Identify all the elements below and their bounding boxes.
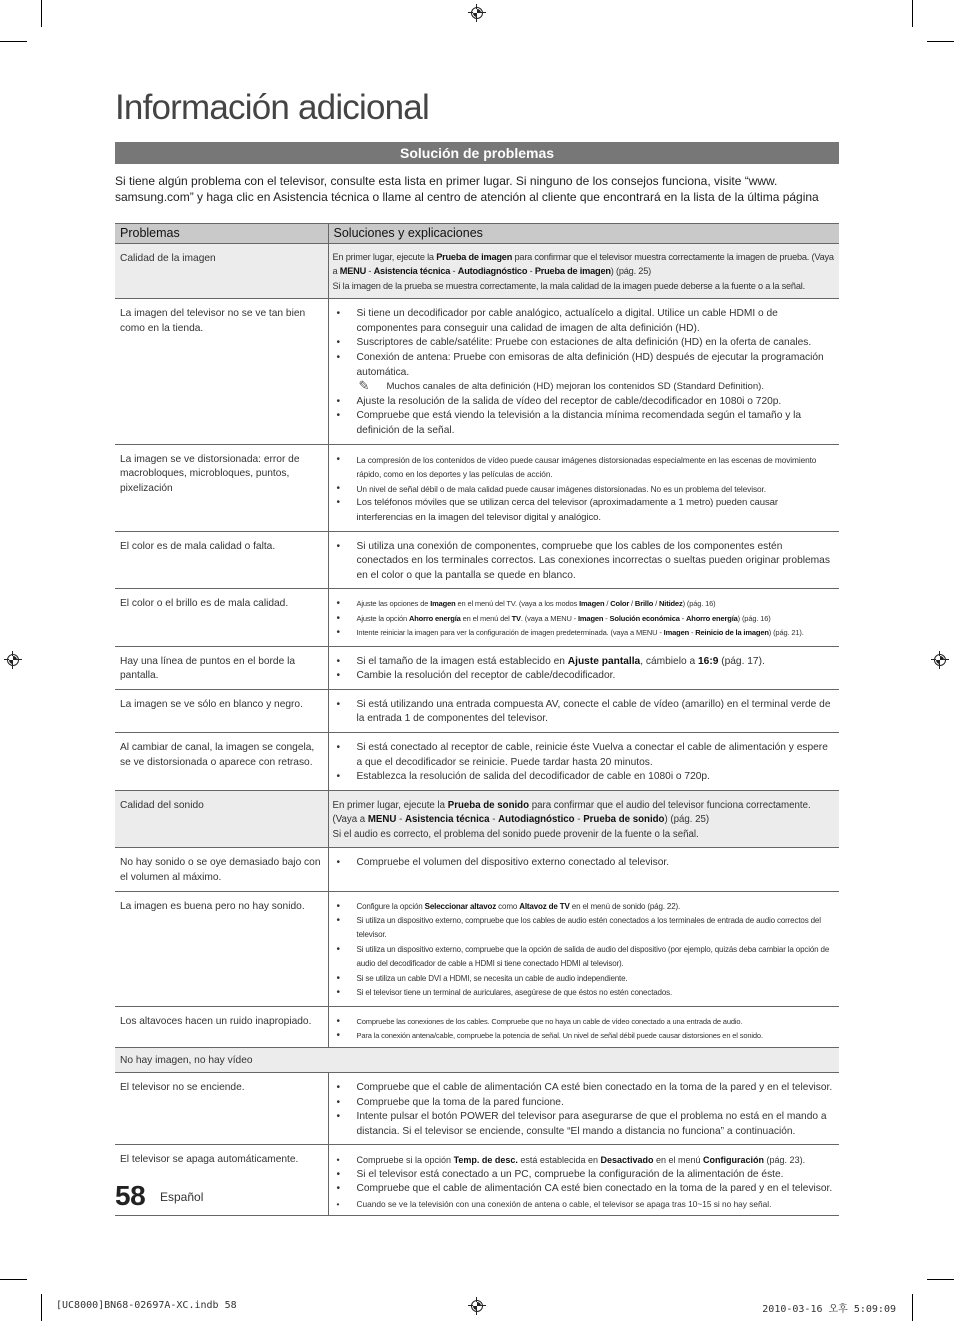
- problem-cell: Calidad del sonido: [115, 790, 328, 848]
- intro-paragraph: Si tiene algún problema con el televisor, consulte esta lista en primer lugar. Si ninguno de los consejos funciona, visite “www. samsung.com” y haga clic en Asistencia técnica o llame al centro de atención al cliente que encontrará en la lista de la última página: [115, 174, 819, 204]
- page-language: Español: [160, 1190, 204, 1204]
- solution-item: • Cuando se ve la televisión con una conexión de antena o cable, el televisor se apaga tras 10~15 si no hay señal.: [333, 1197, 835, 1212]
- problem-cell: El televisor no se enciende.: [115, 1072, 328, 1144]
- table-row: [115, 848, 839, 891]
- solution-cell: [328, 444, 839, 531]
- solution-item: • Ajuste las opciones de Imagen en el menú del TV. (vaya a los modos Imagen / Color / Brillo / Nitidez) (pág. 16): [333, 597, 835, 611]
- solution-item: • Si está utilizando una entrada compuesta AV, conecte el cable de vídeo (amarillo) en el terminal verde de la entrada 1 de componentes del televisor.: [333, 698, 835, 727]
- solution-item: • Si el tamaño de la imagen está establecido en Ajuste pantalla, cámbielo a 16:9 (pág. 17).: [333, 655, 835, 670]
- registration-mark-icon: [4, 651, 22, 669]
- table-row: [115, 732, 839, 790]
- registration-mark-icon: [468, 4, 486, 22]
- solution-cell: [328, 646, 839, 689]
- solution-item: • Un nivel de señal débil o de mala calidad puede causar imágenes distorsionadas. No es un problema del televisor.: [333, 482, 835, 497]
- solution-item: • Ajuste la resolución de la salida de vídeo del receptor de cable/decodificador en 1080i o 720p.: [333, 395, 835, 410]
- solution-list: [333, 655, 835, 684]
- solution-item: • Compruebe que está viendo la televisión a la distancia mínima recomendada según el tamaño y la definición de la señal.: [333, 409, 835, 438]
- solution-item: • Conexión de antena: Pruebe con emisoras de alta definición (HD) después de ejecutar la programación automática.: [333, 351, 835, 380]
- solution-item: • Para la conexión antena/cable, compruebe la potencia de señal. Un nivel de señal débil puede causar distorsiones en el sonido.: [333, 1029, 835, 1043]
- solution-item: • Si utiliza una conexión de componentes, compruebe que los cables de los componentes estén conectados en los terminales correctos. Las conexiones incorrectas o sueltas pueden originar problemas en el color o que la pantalla se quede en blanco.: [333, 540, 835, 584]
- solution-item: • Establezca la resolución de salida del decodificador de cable en 1080i o 720p.: [333, 770, 835, 785]
- solution-item: • Si utiliza un dispositivo externo, compruebe que la opción de salida de audio del dispositivo (por ejemplo, quizás deba cambiar la opción de audio del decodificador de cable a HDMI si tiene conectado HDMI al televisor).: [333, 943, 835, 972]
- crop-mark: [912, 1294, 913, 1321]
- table-row: [115, 1072, 839, 1144]
- problem-cell: La imagen se ve sólo en blanco y negro.: [115, 689, 328, 732]
- solution-item: • Si el televisor tiene un terminal de auriculares, asegúrese de que éstos no estén conectados.: [333, 986, 835, 1000]
- solution-cell: [328, 1072, 839, 1144]
- solution-item: • Si utiliza un dispositivo externo, compruebe que los cables de audio estén conectados a los terminales de entrada de audio correctos del televisor.: [333, 914, 835, 943]
- solution-item: • Si el televisor está conectado a un PC, compruebe la configuración de la alimentación de éste.: [333, 1168, 835, 1183]
- table-row: [115, 646, 839, 689]
- solution-cell: En primer lugar, ejecute la Prueba de imagen para confirmar que el televisor muestra correctamente la imagen de prueba. (Vaya a MENU - Asistencia técnica - Autodiagnóstico - Prueba de imagen) (pág. 25) Si la imagen de la prueba se muestra correctamente, la mala calidad de la imagen puede deberse a la fuente o a la señal.: [328, 244, 839, 299]
- solution-list: [333, 698, 835, 727]
- table-row: [115, 689, 839, 732]
- solution-item: • Si está conectado al receptor de cable, reinicie éste Vuelva a conectar el cable de alimentación y espere a que el decodificador se reinicie. Puede tardar hasta 20 minutos.: [333, 741, 835, 770]
- solution-cell: [328, 531, 839, 589]
- solution-item: • Intente pulsar el botón POWER del televisor para asegurarse de que el problema no está en el mando a distancia. Si el televisor se enciende, consulte “El mando a distancia no funciona” a continuación.: [333, 1110, 835, 1139]
- solution-item: • Los teléfonos móviles que se utilizan cerca del televisor (aproximadamente a 1 metro) pueden causar interferencias en la imagen del televisor digital y analógico.: [333, 496, 835, 525]
- solution-list: [333, 597, 835, 640]
- table-row: [115, 299, 839, 444]
- table-row: [115, 1145, 839, 1215]
- solution-cell: En primer lugar, ejecute la Prueba de sonido para confirmar que el audio del televisor funciona correctamente. (Vaya a MENU - Asistencia técnica - Autodiagnóstico - Prueba de sonido) (pág. 25) Si el audio es correcto, el problema del sonido puede provenir de la fuente o la señal.: [328, 790, 839, 848]
- table-row: [115, 531, 839, 589]
- table-row: [115, 790, 839, 848]
- solution-item: • La compresión de los contenidos de vídeo puede causar imágenes distorsionadas especialmente en las escenas de movimiento rápido, como en los deportes y las películas de acción.: [333, 453, 835, 482]
- solution-list: [333, 1015, 835, 1044]
- solution-item: • Ajuste la opción Ahorro energía en el menú del TV. (vaya a MENU - Imagen - Solución económica - Ahorro energía) (pág. 16): [333, 612, 835, 626]
- solution-item: • Suscriptores de cable/satélite: Pruebe con estaciones de alta definición (HD) en la oferta de canales.: [333, 336, 835, 351]
- solution-cell: [328, 1006, 839, 1048]
- table-row: [115, 444, 839, 531]
- registration-mark-icon: [468, 1297, 486, 1315]
- solution-item: • Compruebe que la toma de la pared funcione.: [333, 1096, 835, 1111]
- print-file-info: [UC8000]BN68-02697A-XC.indb 58: [56, 1300, 237, 1311]
- solution-list: [333, 741, 835, 785]
- problem-cell: La imagen se ve distorsionada: error de macrobloques, microbloques, puntos, pixelización: [115, 444, 328, 531]
- page-number: 58: [115, 1180, 146, 1211]
- problem-cell: El color o el brillo es de mala calidad.: [115, 589, 328, 646]
- solution-list: [333, 307, 835, 380]
- solution-cell: [328, 689, 839, 732]
- solution-list: [333, 1153, 835, 1211]
- column-header-solutions: Soluciones y explicaciones: [328, 224, 839, 244]
- solution-item: • Intente reiniciar la imagen para ver la configuración de imagen predeterminada. (vaya a MENU - Imagen - Reinicio de la imagen) (pág. 21).: [333, 626, 835, 640]
- solution-item: • Compruebe que el cable de alimentación CA esté bien conectado en la toma de la pared y en el televisor.: [333, 1182, 835, 1197]
- solution-cell: [328, 1145, 839, 1215]
- table-row: [115, 1048, 839, 1073]
- solution-cell: [328, 848, 839, 891]
- solution-cell: [328, 732, 839, 790]
- solution-cell: [328, 589, 839, 646]
- table-row: [115, 891, 839, 1006]
- table-row: [115, 244, 839, 299]
- registration-mark-icon: [931, 651, 949, 669]
- problem-cell: El color es de mala calidad o falta.: [115, 531, 328, 589]
- problem-cell: No hay imagen, no hay vídeo: [115, 1048, 839, 1073]
- solution-item: • Cambie la resolución del receptor de cable/decodificador.: [333, 669, 835, 684]
- problem-cell: Hay una línea de puntos en el borde la pantalla.: [115, 646, 328, 689]
- solution-item: • Compruebe que el cable de alimentación CA esté bien conectado en la toma de la pared y en el televisor.: [333, 1081, 835, 1096]
- print-date-info: 2010-03-16 오후 5:09:09: [762, 1304, 896, 1315]
- solution-item: • Compruebe si la opción Temp. de desc. está establecida en Desactivado en el menú Configuración (pág. 23).: [333, 1153, 835, 1168]
- solution-item: • Compruebe el volumen del dispositivo externo conectado al televisor.: [333, 856, 835, 871]
- solution-item: • Compruebe las conexiones de los cables. Compruebe que no haya un cable de vídeo conectado a una entrada de audio.: [333, 1015, 835, 1029]
- note: ✎ Muchos canales de alta definición (HD) mejoran los contenidos SD (Standard Definition).: [358, 378, 765, 394]
- solution-item: • Configure la opción Seleccionar altavoz como Altavoz de TV en el menú de sonido (pág. 22).: [333, 900, 835, 914]
- problem-cell: El televisor se apaga automáticamente.: [115, 1145, 328, 1215]
- crop-mark: [912, 0, 913, 27]
- problem-cell: No hay sonido o se oye demasiado bajo con el volumen al máximo.: [115, 848, 328, 891]
- crop-mark: [0, 41, 27, 42]
- section-header: Solución de problemas: [115, 142, 839, 164]
- solution-list: [333, 540, 835, 584]
- column-header-problems: Problemas: [115, 224, 328, 244]
- solution-list: [333, 900, 835, 1001]
- crop-mark: [927, 1279, 954, 1280]
- page-title: Información adicional: [115, 88, 429, 127]
- solution-item: • Si tiene un decodificador por cable analógico, actualícelo a digital. Utilice un cable HDMI o de componentes para conseguir una calidad de imagen de alta definición (HD).: [333, 307, 835, 336]
- table-row: [115, 1006, 839, 1048]
- problem-cell: Los altavoces hacen un ruido inapropiado.: [115, 1006, 328, 1048]
- crop-mark: [41, 0, 42, 27]
- note-pencil-icon: ✎: [358, 378, 370, 394]
- problem-cell: Al cambiar de canal, la imagen se congela, se ve distorsionada o aparece con retraso.: [115, 732, 328, 790]
- crop-mark: [41, 1294, 42, 1321]
- problem-cell: Calidad de la imagen: [115, 244, 328, 299]
- problem-cell: La imagen del televisor no se ve tan bien como en la tienda.: [115, 299, 328, 444]
- table-row: [115, 589, 839, 646]
- solution-list: [333, 1081, 835, 1139]
- solution-cell: [328, 299, 839, 444]
- problem-cell: La imagen es buena pero no hay sonido.: [115, 891, 328, 1006]
- solution-list: [333, 856, 835, 871]
- solution-item: • Si se utiliza un cable DVI a HDMI, se necesita un cable de audio independiente.: [333, 972, 835, 986]
- crop-mark: [0, 1279, 27, 1280]
- solution-list: [333, 395, 835, 439]
- solution-list: [333, 453, 835, 526]
- crop-mark: [927, 41, 954, 42]
- solution-cell: [328, 891, 839, 1006]
- troubleshooting-table: [115, 223, 839, 1216]
- table-header-row: [115, 224, 839, 244]
